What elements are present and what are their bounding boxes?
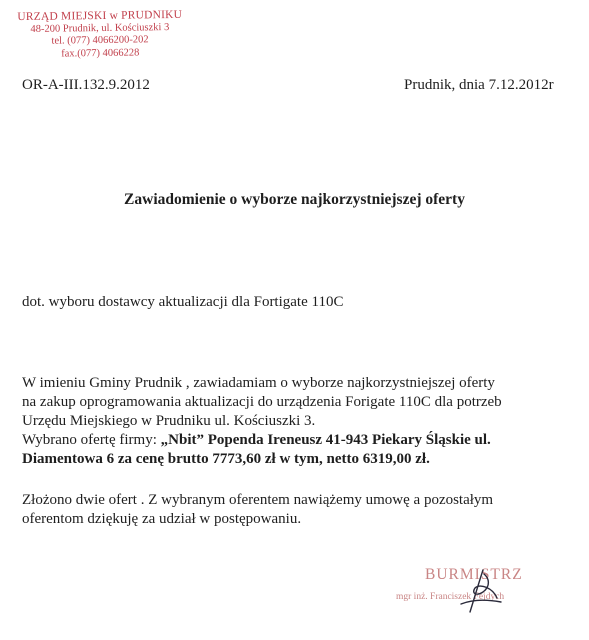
winner-company: „Nbit” Popenda Ireneusz 41-943 Piekary Śląskie ul. <box>160 432 491 448</box>
stamp-fax: fax.(077) 4066228 <box>61 46 140 60</box>
office-stamp <box>10 9 191 62</box>
paragraph-line: oferentom dziękuję za udział w postępowaniu. <box>22 511 302 527</box>
place-date: Prudnik, dnia 7.12.2012r <box>404 77 554 93</box>
winner-price: Diamentowa 6 za cenę brutto 7773,60 zł w tym, netto 6319,00 zł. <box>22 451 430 467</box>
stamp-phone: tel. (077) 4066200-202 <box>51 34 149 47</box>
handwritten-signature-icon <box>453 568 513 618</box>
mayor-stamp-name: mgr inż. Franciszek Fejdych <box>396 592 505 602</box>
paragraph-line: W imieniu Gminy Prudnik , zawiadamiam o wyborze najkorzystniejszej oferty <box>22 375 495 391</box>
reference-number: OR-A-III.132.9.2012 <box>22 77 150 93</box>
paragraph-line: Złożono dwie ofert . Z wybranym oferentem nawiążemy umowę a pozostałym <box>22 492 494 508</box>
paragraph-line: Urzędu Miejskiego w Prudniku ul. Kościuszki 3. <box>22 413 316 429</box>
paragraph-line-winner <box>22 431 582 450</box>
subject-line: dot. wyboru dostawcy aktualizacji dla Fortigate 110C <box>22 294 344 310</box>
mayor-stamp-title: BURMISTRZ <box>425 566 523 583</box>
stamp-address: 48-200 Prudnik, ul. Kościuszki 3 <box>30 21 170 35</box>
paragraph-line: na zakup oprogramowania aktualizacji do urządzenia Forigate 110C dla potrzeb <box>22 394 502 410</box>
stamp-office-name: URZĄD MIEJSKI w PRUDNIKU <box>17 8 183 24</box>
main-paragraph <box>22 374 582 469</box>
document-title: Zawiadomienie o wyborze najkorzystniejszej oferty <box>124 191 465 208</box>
winner-prefix: Wybrano ofertę firmy: <box>22 432 161 448</box>
closing-paragraph <box>22 491 582 529</box>
